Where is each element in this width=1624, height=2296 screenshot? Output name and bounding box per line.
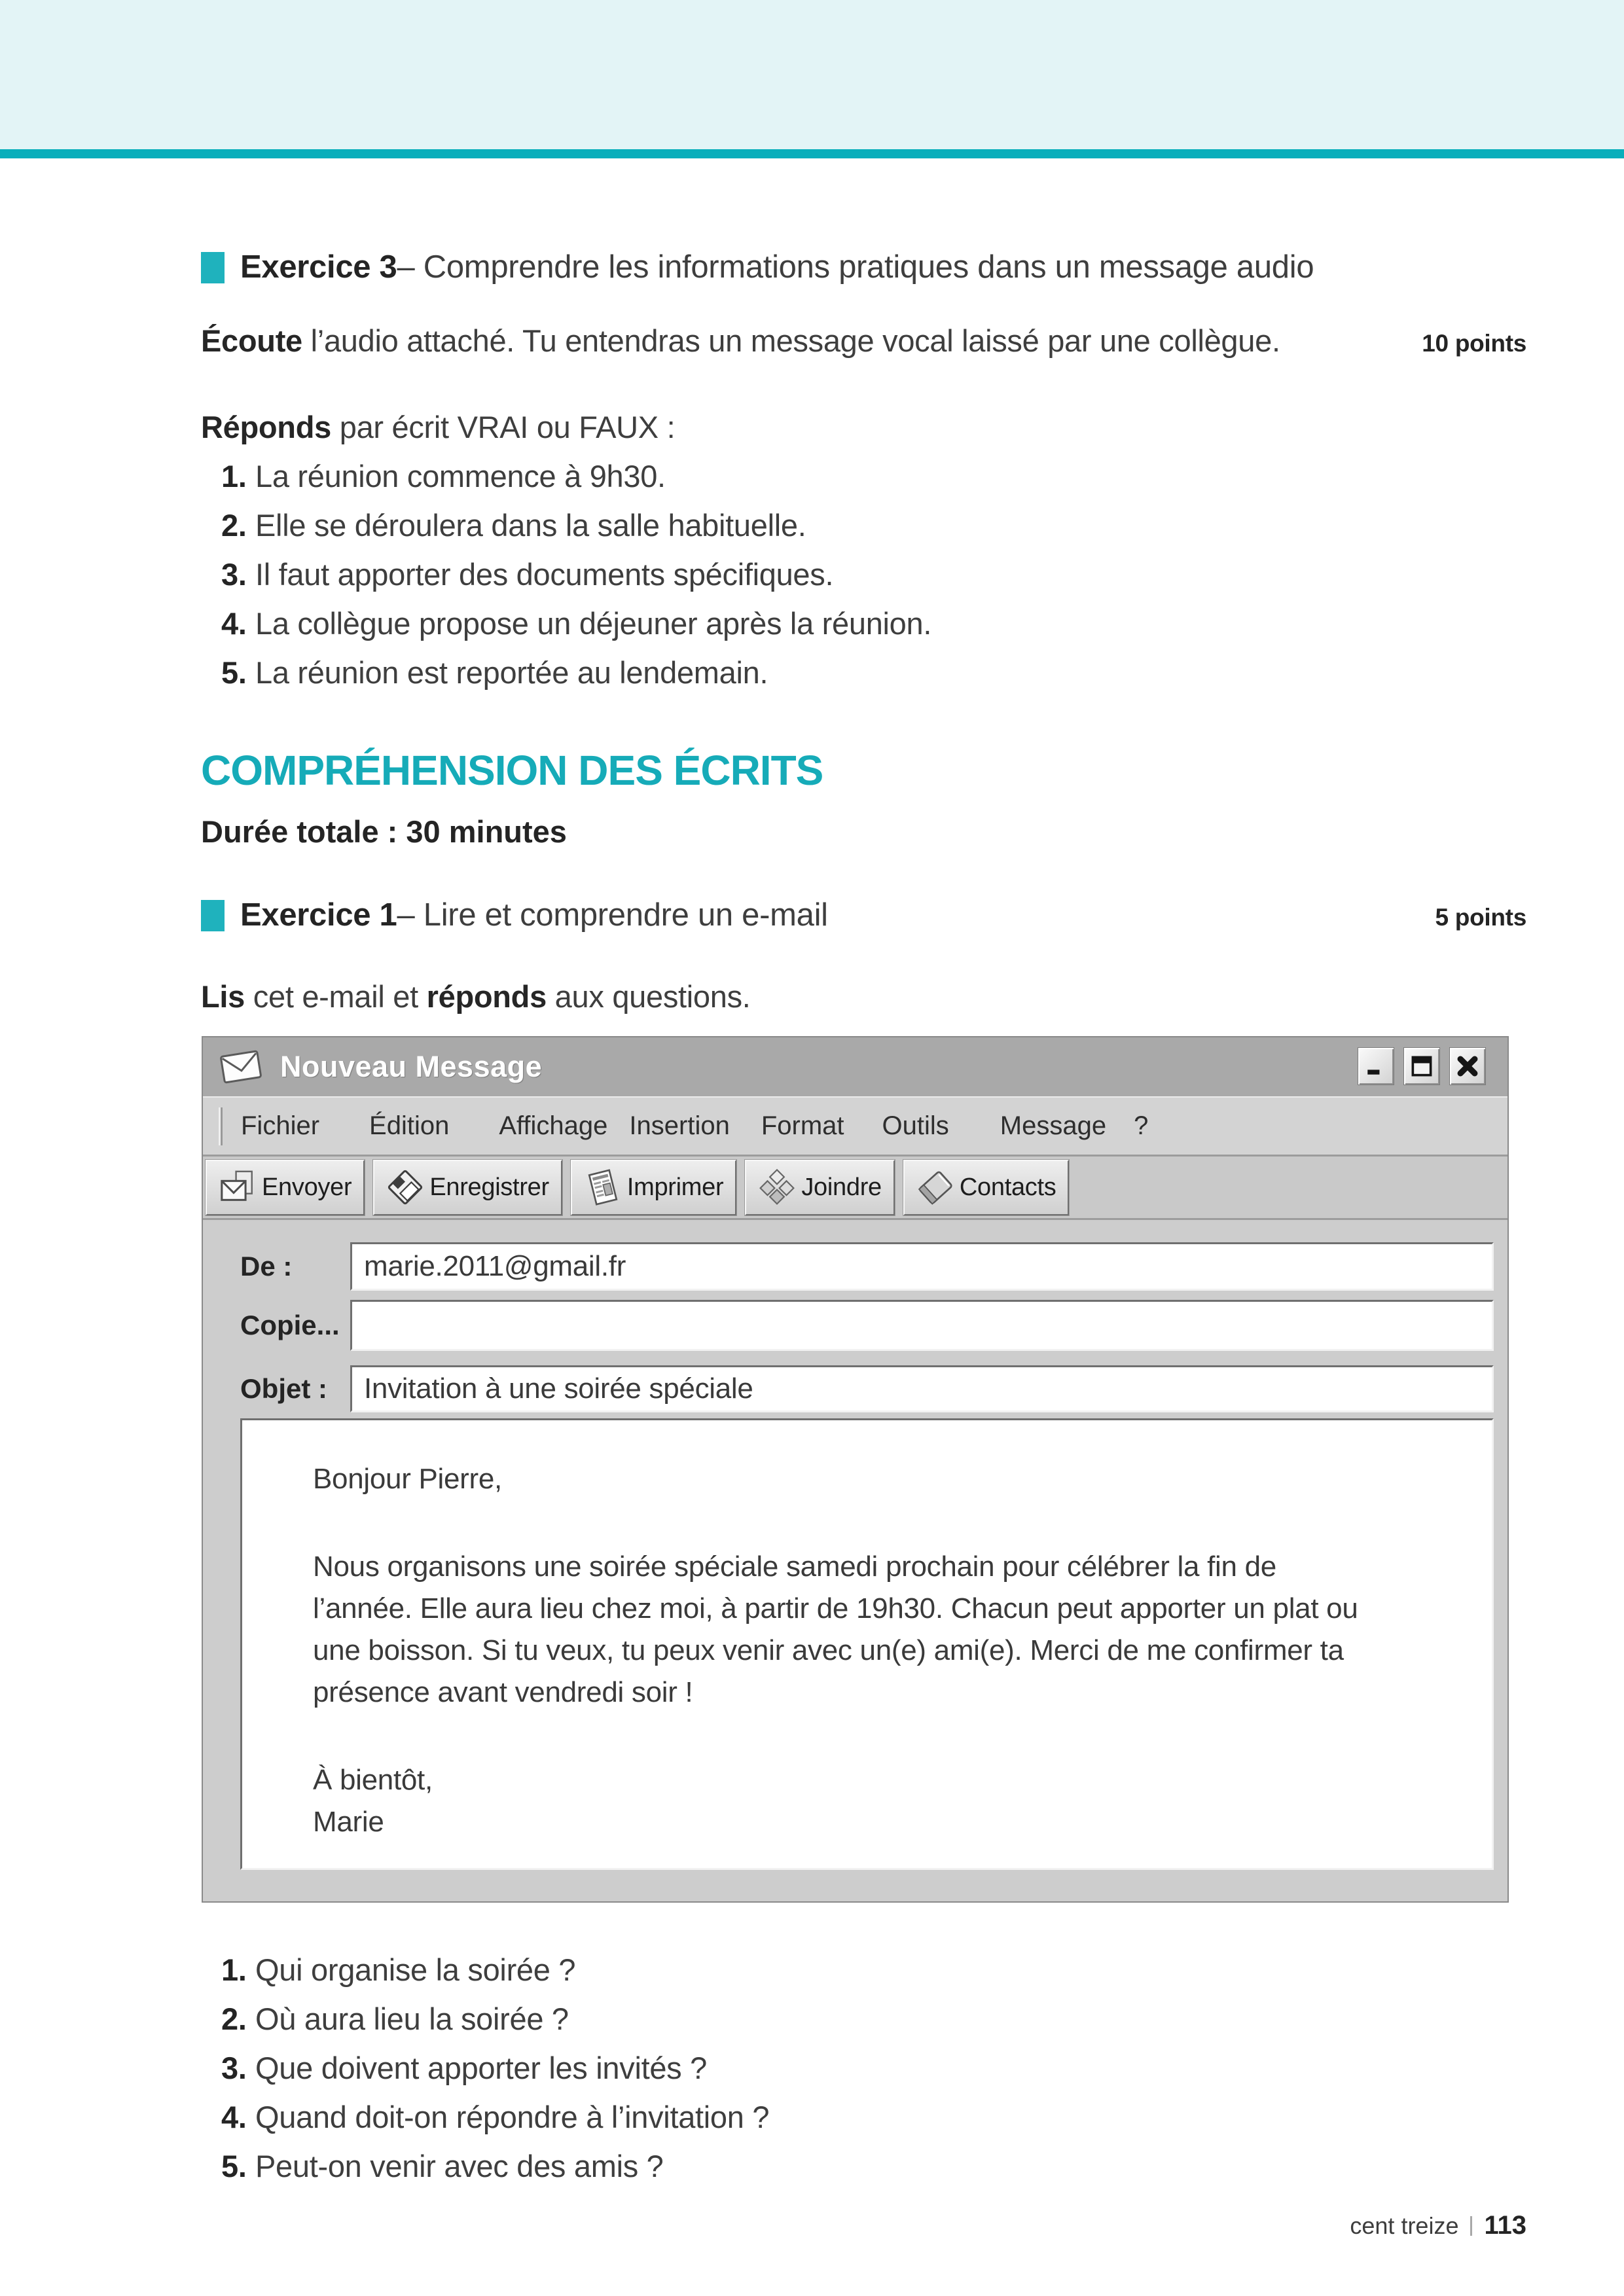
field-row-copie bbox=[203, 1300, 1507, 1351]
footer-page-words: cent treize bbox=[1350, 2212, 1459, 2239]
body-line: Nous organisons une soirée spéciale samedi prochain pour célébrer la fin de bbox=[313, 1551, 1276, 1583]
page-footer bbox=[1350, 2211, 1526, 2240]
menu-format[interactable]: Format bbox=[761, 1111, 844, 1140]
copie-input[interactable] bbox=[350, 1300, 1494, 1351]
window-title: Nouveau Message bbox=[280, 1050, 543, 1083]
menubar-grip[interactable] bbox=[219, 1107, 223, 1145]
minimize-icon bbox=[1363, 1053, 1389, 1079]
top-band bbox=[0, 0, 1624, 149]
email-window bbox=[202, 1036, 1509, 1903]
copie-label: Copie... bbox=[240, 1310, 340, 1340]
exercise1-heading bbox=[201, 895, 1526, 935]
menu-affichage[interactable]: Affichage bbox=[499, 1111, 608, 1140]
field-row-objet bbox=[203, 1365, 1507, 1412]
list-item: 2. Elle se déroulera dans la salle habituelle. bbox=[221, 508, 806, 543]
section-title: COMPRÉHENSION DES ÉCRITS bbox=[201, 747, 823, 794]
body-line bbox=[313, 1500, 1466, 1546]
question-item: 4. Quand doit-on répondre à l’invitation ? bbox=[221, 2100, 770, 2134]
exercise1-title: Exercice 1 bbox=[240, 897, 397, 933]
attach-button[interactable]: Joindre bbox=[745, 1160, 895, 1215]
exercise3-list bbox=[201, 452, 1526, 697]
exercise3-title: Exercice 3 bbox=[240, 249, 397, 285]
exercise1-subtitle: – Lire et comprendre un e-mail bbox=[397, 897, 828, 933]
section-duration: Durée totale : 30 minutes bbox=[201, 814, 567, 849]
body-line: une boisson. Si tu veux, tu peux venir avec un(e) ami(e). Merci de me confirmer ta bbox=[313, 1634, 1344, 1666]
attach-icon bbox=[758, 1168, 796, 1206]
close-button[interactable] bbox=[1449, 1047, 1486, 1085]
maximize-icon bbox=[1409, 1053, 1435, 1079]
menu-edition[interactable]: Édition bbox=[369, 1111, 450, 1140]
maximize-button[interactable] bbox=[1403, 1047, 1440, 1085]
objet-input[interactable]: Invitation à une soirée spéciale bbox=[350, 1365, 1494, 1412]
objet-label: Objet : bbox=[240, 1373, 327, 1404]
exercise1-questions bbox=[201, 1945, 1526, 2191]
exercise3-bullet-square bbox=[201, 252, 225, 283]
menu-fichier[interactable]: Fichier bbox=[241, 1111, 320, 1140]
body-line bbox=[313, 1713, 1466, 1759]
email-window-titlebar[interactable] bbox=[203, 1037, 1507, 1096]
exercise3-instruction: Écoute l’audio attaché. Tu entendras un message vocal laissé par une collègue. bbox=[201, 323, 1280, 358]
list-item: 4. La collègue propose un déjeuner après la réunion. bbox=[221, 606, 932, 641]
minimize-button[interactable] bbox=[1358, 1047, 1394, 1085]
body-line: Bonjour Pierre, bbox=[313, 1463, 502, 1495]
contacts-book-icon bbox=[916, 1168, 954, 1206]
de-label: De : bbox=[240, 1251, 293, 1282]
exercise1-instruction: Lis cet e-mail et réponds aux questions. bbox=[201, 979, 751, 1014]
de-input[interactable]: marie.2011@gmail.fr bbox=[350, 1242, 1494, 1291]
body-line: À bientôt, bbox=[313, 1764, 433, 1796]
footer-page-number: 113 bbox=[1484, 2211, 1526, 2240]
contacts-button[interactable]: Contacts bbox=[903, 1160, 1070, 1215]
body-line: présence avant vendredi soir ! bbox=[313, 1676, 693, 1708]
question-item: 1. Qui organise la soirée ? bbox=[221, 1952, 576, 1987]
list-item: 1. La réunion commence à 9h30. bbox=[221, 459, 666, 493]
body-line: Marie bbox=[313, 1806, 384, 1838]
email-menubar bbox=[203, 1096, 1507, 1157]
menu-insertion[interactable]: Insertion bbox=[629, 1111, 730, 1140]
print-button[interactable]: Imprimer bbox=[571, 1160, 737, 1215]
top-accent-bar bbox=[0, 149, 1624, 158]
save-floppy-icon bbox=[386, 1168, 424, 1206]
send-envelope-icon bbox=[219, 1168, 257, 1206]
save-button[interactable]: Enregistrer bbox=[373, 1160, 562, 1215]
question-item: 5. Peut-on venir avec des amis ? bbox=[221, 2149, 664, 2183]
menu-message[interactable]: Message bbox=[1000, 1111, 1107, 1140]
menu-help[interactable]: ? bbox=[1134, 1111, 1149, 1140]
exercise3-subinstruction: Réponds par écrit VRAI ou FAUX : bbox=[201, 410, 676, 444]
send-button[interactable]: Envoyer bbox=[206, 1160, 365, 1215]
exercise3-instruction-row bbox=[201, 322, 1526, 361]
exercise3-subtitle: – Comprendre les informations pratiques dans un message audio bbox=[397, 249, 1314, 285]
list-item: 5. La réunion est reportée au lendemain. bbox=[221, 655, 768, 690]
body-line: l’année. Elle aura lieu chez moi, à partir de 19h30. Chacun peut apporter un plat ou bbox=[313, 1592, 1358, 1624]
email-toolbar bbox=[203, 1157, 1507, 1220]
question-item: 2. Où aura lieu la soirée ? bbox=[221, 2001, 569, 2036]
envelope-icon bbox=[217, 1047, 264, 1086]
menu-outils[interactable]: Outils bbox=[882, 1111, 949, 1140]
field-row-de bbox=[203, 1242, 1507, 1291]
exercise3-points-badge: 10 points bbox=[1422, 330, 1526, 357]
question-item: 3. Que doivent apporter les invités ? bbox=[221, 2051, 707, 2085]
exercise3-heading bbox=[201, 247, 1526, 287]
exercise1-bullet-square bbox=[201, 900, 225, 931]
footer-separator bbox=[1470, 2216, 1472, 2236]
list-item: 3. Il faut apporter des documents spécifiques. bbox=[221, 557, 834, 592]
print-icon bbox=[584, 1168, 622, 1206]
email-body[interactable] bbox=[240, 1418, 1494, 1870]
exercise1-points-badge: 5 points bbox=[1435, 904, 1526, 931]
close-icon bbox=[1454, 1053, 1481, 1079]
